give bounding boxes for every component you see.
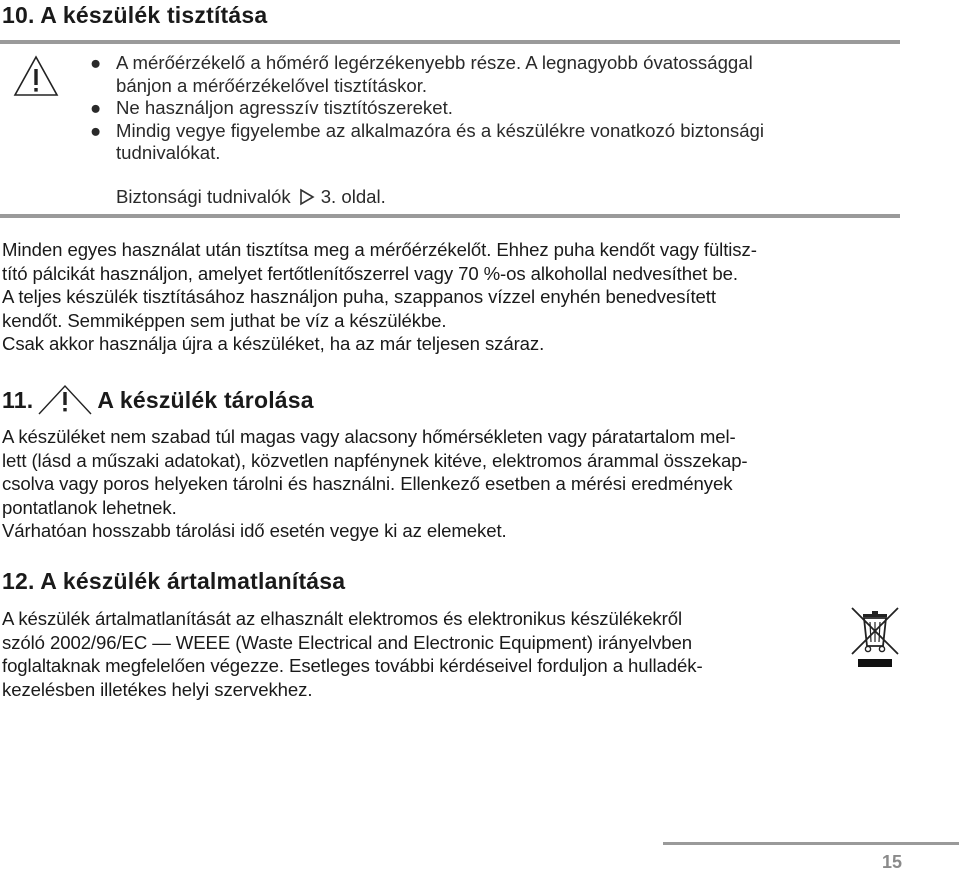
storage-paragraph [2,425,748,543]
text-line: A készülék ártalmatlanítását az elhasznált elektromos és elektronikus készülékekről [2,608,682,629]
text-line: tító pálcikát használjon, amelyet fertőtlenítőszerrel vagy 70 %-os alkohollal nedvesíthet be. [2,262,738,284]
text-line: Várhatóan hosszabb tárolási idő esetén vegye ki az elemeket. [2,520,507,541]
text-line: szóló 2002/96/EC — WEEE (Waste Electrical and Electronic Equipment) irányelvben [2,631,693,653]
reference-page: 3. oldal. [320,186,386,207]
warning-line: tudnivalókat. [116,142,221,163]
warning-item [90,52,764,97]
warning-box-top-rule [0,40,900,44]
warning-line: Ne használjon agresszív tisztítószereket. [116,97,453,118]
disposal-paragraph [2,607,703,701]
text-line: foglaltaknak megfelelően végezze. Esetleges további kérdéseivel forduljon a hulladék- [2,655,703,676]
section-12-title: 12. A készülék ártalmatlanítása [2,568,346,594]
section-11-number: 11. [2,386,34,413]
page-number: 15 [881,852,902,872]
warning-list [90,52,764,165]
bullet-icon: ● [90,119,102,141]
warning-box-bottom-rule [0,214,900,218]
warning-line: bánjon a mérőérzékelővel tisztításkor. [116,74,428,96]
text-line: lett (lásd a műszaki adatokat), közvetlen napfénynek kitéve, elektromos árammal összekap- [2,449,748,471]
triangle-arrow-icon [299,188,315,206]
warning-line: Mindig vegye figyelembe az alkalmazóra és a készülékre vonatkozó biztonsági [116,119,765,141]
section-10-title: 10. A készülék tisztítása [2,2,268,28]
text-line: Minden egyes használat után tisztítsa meg a mérőérzékelőt. Ehhez puha kendőt vagy fültisz- [2,239,757,260]
footer-rule [663,842,959,845]
warning-item [90,97,764,120]
text-line: kezelésben illetékes helyi szervekhez. [2,678,313,700]
cross-reference[interactable] [116,186,386,209]
warning-triangle-icon [12,54,60,98]
warning-line: A mérőérzékelő a hőmérő legérzékenyebb része. A legnagyobb óvatossággal [116,52,753,73]
warning-item [90,120,764,165]
text-line: pontatlanok lehetnek. [2,496,177,518]
section-11-heading [2,384,314,416]
bullet-icon: ● [90,52,102,73]
text-line: Csak akkor használja újra a készüléket, ha az már teljesen száraz. [2,333,545,354]
text-line: kendőt. Semmiképpen sem juthat be víz a készülékbe. [2,309,447,331]
warning-triangle-icon [37,384,93,416]
text-line: A teljes készülék tisztításához használjon puha, szappanos vízzel enyhén benedvesített [2,286,716,307]
text-line: A készüléket nem szabad túl magas vagy alacsony hőmérsékleten vagy páratartalom mel- [2,426,736,447]
section-11-title: A készülék tárolása [97,386,314,413]
reference-text: Biztonsági tudnivalók [116,186,291,207]
text-line: csolva vagy poros helyeken tárolni és használni. Ellenkező esetben a mérési eredmények [2,473,733,494]
crossed-bin-icon [846,604,904,670]
cleaning-paragraph [2,238,757,356]
bullet-icon: ● [90,97,102,118]
